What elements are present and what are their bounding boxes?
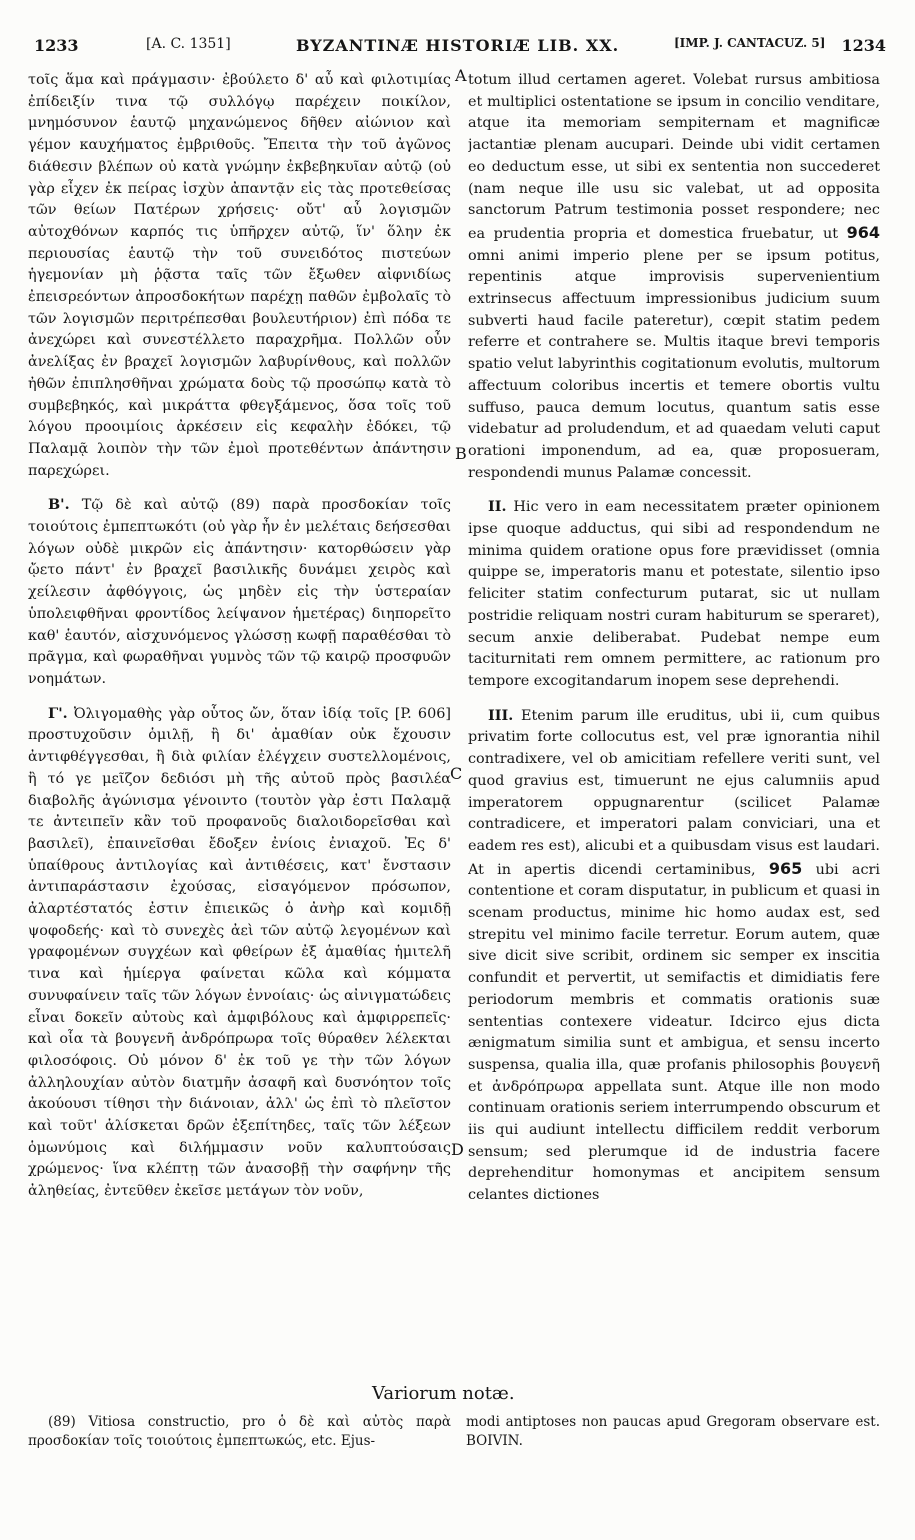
latin-paragraph-3 — [468, 705, 880, 1207]
latin-section-number-3: III. — [488, 706, 514, 724]
running-title: BYZANTINÆ HISTORIÆ LIB. XX. — [296, 36, 620, 55]
latin-paragraph-1-text-a: totum illud certamen ageret. Volebat rursus ambitiosa et multiplici ostentatione se ipsum in concilio venditare, atque ita memoriam sempiternam et magnificæ jactantiæ plenam aucupari. Deinde ubi vidit certamen eo deductum esse, ut sibi ex sententia non succederet (nam neque ille usu sic valebat, ut ad opposita sanctorum Patrum testimonia posset respondere; nec ea prudentia propria et domestica fruebatur, ut — [468, 72, 880, 242]
latin-paragraph-2-text: Hic vero in eam necessitatem præter opinionem ipse quoque adductus, qui sibi ad respondendum ne minima quidem oratione opus fore prævidisset (omnia quippe se, imperatoris manu et potestate, silentio ipso feliciter statim confecturum putarat, sic ut nullam postridie reliquam nostri curam habiturum se speraret), secum anxie deliberabat. Pudebat nempe eum taciturnitati rem omnem permittere, ac rationum pro tempore excogitandarum inopem sese deprehendi. — [468, 499, 880, 689]
right-emperor-reference: [IMP. J. CANTACUZ. 5] — [674, 36, 826, 50]
margin-marker-d: D — [451, 1140, 464, 1159]
greek-paragraph-3 — [28, 703, 451, 1203]
latin-paragraph-1-text-b: omni animi imperio plene per se ipsum potitus, repentinis atque improvisis supervenientium extrinsecus affectuum impressionibus judicium suum subverti haud facile pateretur), cœpit statim pedem referre et contrahere se. Multis itaque brevi temporis spatio velut labyrinthis cogitationum evolutis, multorum affectuum coloribus incertis et temere obortis vultu suffuso, pauca demum locutus, quantum satis esse videbatur ad proludendum, et ad quaedam veluti caput orationi imponendum, ad ea, quæ proposueram, respondendi munus Palamæ concessit. — [468, 247, 880, 481]
left-year-reference: [A. C. 1351] — [146, 36, 231, 52]
greek-column — [28, 70, 451, 1370]
greek-section-number-2: Β'. — [48, 496, 70, 514]
marginal-number-965: 965 — [768, 858, 803, 878]
margin-marker-c: C — [450, 764, 463, 783]
margin-marker-b: B — [455, 444, 467, 463]
greek-paragraph-3-text-b: προστυχοῦσιν ὁμιλῇ, ἢ δι' ἀμαθίαν οὐκ ἔχουσιν ἀντιφθέγγεσθαι, ἢ διὰ φιλίαν ἐλέγχειν συστελλομένοις, ἢ τό γε μεῖζον δεδιόσι μὴ τῆς αὐτοῦ πρὸς βασιλέα διαβολῆς ἀγώνισμα γένοιντο (τουτὸν γὰρ ἐστι Παλαμᾷ τε ἀντειπεῖν κἂν τοῦ προφανοῦς διαλοιδορεῖσθαι καὶ βασιλεῖ), ἐπαινεῖσθαι ἔδοξεν ἐνίοις ἐνιαχοῦ. Ἐς δ' ὑπαίθρους ἀντιλογίας καὶ ἀντιθέσεις, κατ' ἔνστασιν ἀντιπαράστασιν ἐχούσας, εἰσαγόμενον πρόσωπον, ἀλαρτέστατός ἐστιν ἐπιεικῶς ὁ ἀνὴρ καὶ κομιδῇ ψοφοδεής· καὶ τὸ συνεχὲς ἀεὶ τῶν αὐτῷ λεγομένων καὶ γραφομένων συγχέων καὶ φθείρων ἐξ ἀμαθίας ἡμιτελῆ τινα καὶ ἡμίεργα φαίνεται κῶλα καὶ κόμματα συνυφαίνειν ταῖς τῶν λόγων ἐννοίαις· ὡς αἰνιγματώδεις εἶναι δοκεῖν αὐτοὺς καὶ ἀμφιβόλους καὶ ἀμφιρρεπεῖς· καὶ οἷα τὰ βουγενῆ ἀνδρόπρωρα τοῖς θύραθεν λέλεκται φιλοσόφοις. Οὐ μόνον δ' ἐκ τοῦ γε τὴν τῶν λόγων ἀλληλουχίαν αὐτὸν διατμῆν ἀσαφῆ καὶ δυσνόητον τοῖς ἀκούουσι τίθησι τὴν διάνοιαν, ἀλλ' ὡς ἐπὶ τὸ πλεῖστον καὶ τοῦτ' ἁλίσκεται δρῶν ἐξεπίτηδες, ταῖς τῶν λέξεων ὁμωνύμοις καὶ διλήμμασιν νοῦν καλυπτούσαις χρώμενος· ἵνα κλέπτῃ τῶν ἀνασοβῇ τὴν σαφήνην τῆς ἀληθείας, ἐντεῦθεν ἐκεῖσε μετάγων τὸν νοῦν, — [28, 727, 451, 1200]
latin-paragraph-3-text-b: ubi acri contentione et coram disputatur, in publicum et quasi in scenam productus, minime hic homo audax est, sed strepitu vel minimo facile terretur. Eorum autem, quæ sive dicit sive scribit, ordinem sic semper ex inscitia confundit et pervertit, ut semifactis et dimidiatis fere periodorum membris et commatis orationis suæ sententias contexere videatur. Idcirco ejus dicta ænigmatum similia sunt et ambigua, et sensu incerto suspensa, qualia illa, quæ profanis philosophis βουγενῆ et ἀνδρόπρωρα appellata sunt. Atque ille non modo continuam orationis seriem interrumpendo obscurum et iis qui audiunt intellectu difficilem reddit verborum sensum; sed plerumque id de industria facere deprehenditur homonymas et ancipitem sensum celantes dictiones — [468, 861, 880, 1204]
greek-paragraph-2-text: Τῷ δὲ καὶ αὐτῷ (89) παρὰ προσδοκίαν τοῖς τοιούτοις ἐμπεπτωκότι (οὐ γὰρ ἦν ἐν μελέταις δεήσεσθαι λόγων οὐδὲ μικρῶν εἰς ἀπάντησιν· κατορθώσειν γὰρ ᾤετο πάντ' ἐν βραχεῖ βασιλικῆς δυνάμει χειρὸς καὶ χείλεσιν ἀφθόγγοις, ὡς μηδὲν εἰς τὴν ὑστεραίαν ὑπολειφθῆναι φροντίδος λείψανον ἡμετέρας) διηπορεῖτο καθ' ἑαυτόν, αἰσχυνόμενος γλώσσῃ κωφῇ παραθέσθαι τὸ πρᾶγμα, καὶ φωραθῆναι γυμνὸς τῶν τῷ καιρῷ προσφυῶν νοημάτων. — [28, 497, 451, 687]
left-page-number: 1233 — [34, 36, 79, 55]
page-header — [34, 36, 886, 62]
greek-paragraph-2 — [28, 494, 451, 690]
marginal-number-964: 964 — [846, 222, 880, 242]
latin-paragraph-1 — [468, 70, 880, 484]
latin-paragraph-3-text-a: Etenim parum ille eruditus, ubi ii, cum quibus privatim forte collocutus est, vel præ ignorantia nihil contradixere, vel ob amicitiam refellere veriti sunt, vel quod gravius est, timuerunt ne ejus calumniis apud imperatorem oppugnarentur (scilicet Palamæ contradicere, et imperatori palam conviciari, una et eadem res est), alicubi et a quibusdam visus est laudari. At in apertis dicendi certaminibus, — [468, 707, 880, 878]
greek-paragraph-1: τοῖς ἅμα καὶ πράγμασιν· ἐβούλετο δ' αὖ καὶ φιλοτιμίας ἐπίδειξίν τινα τῷ συλλόγῳ παρέχειν ποικίλον, μνημόσυνον ἑαυτῷ μηχανώμενος δῆθεν αἰώνιον καὶ γέμον καυχήματος ἐμβριθοῦς. Ἔπειτα τὴν τοῦ ἀγῶνος διάθεσιν βλέπων οὐ κατὰ γνώμην ἐκβεβηκυῖαν αὐτῷ (οὐ γὰρ εἶχεν ἐκ πείρας ἰσχὺν ἀπαντᾷν εἰς τὰς προτεθείσας τῶν θείων Πατέρων χρήσεις· οὔτ' αὖ λογισμῶν αὐτοχθόνων καρπός τις ὑπῆρχεν αὐτῷ, ἵν' ὅλην ἐκ περιουσίας ἑαυτῷ τὴν τοῦ συνειδότος πιστεύων ἡγεμονίαν μὴ ῥᾷστα ταῖς τῶν ἔξωθεν αἰφνιδίως ἐπεισρεόντων ἀπροσδοκήτων παρέχῃ παθῶν ἐμβολαῖς τὸ τῶν λογισμῶν περιτρέπεσθαι βουλευτήριον) ἐπὶ πόδα τε ἀνεχώρει καὶ συνεστέλλετο παραχρῆμα. Πολλῶν οὖν ἀνελίξας ἐν βραχεῖ λογισμῶν λαβυρίνθους, καὶ πολλῶν ἠθῶν ἐπιπλησθῆναι χρώματα δοὺς τῷ προσώπῳ κατὰ τὸ συμβεβηκός, καὶ μικράττα φθεγξάμενος, ὅσα τοῖς τοῦ λόγου προοιμίοις ἀρκέσειν εἰς κεφαλὴν ἐδόκει, τῷ Παλαμᾷ λοιπὸν τὴν τῶν ἐμοὶ προτεθέντων ἀπάντησιν παρεχώρει. — [28, 72, 451, 479]
latin-paragraph-2 — [468, 496, 880, 692]
notes-heading: Variorum notæ. — [372, 1383, 515, 1404]
page-reference: [P. 606] — [394, 705, 451, 722]
footnote-right: modi antiptoses non paucas apud Gregoram observare est. BOIVIN. — [466, 1414, 880, 1449]
right-page-number: 1234 — [841, 36, 886, 55]
greek-section-number-3: Γ'. — [48, 704, 68, 722]
greek-paragraph-3-text-a: Ὀλιγομαθὴς γὰρ οὗτος ὤν, ὅταν ἰδίᾳ τοῖς — [73, 705, 389, 722]
footnote-left: (89) Vitiosa constructio, pro ὁ δὲ καὶ αὐτὸς παρὰ προσδοκίαν τοῖς τοιούτοις ἐμπεπτωκώς, etc. Ejus- — [28, 1414, 451, 1449]
latin-column — [468, 70, 880, 1370]
latin-section-number-2: II. — [488, 498, 507, 516]
margin-marker-a: A — [455, 66, 467, 85]
